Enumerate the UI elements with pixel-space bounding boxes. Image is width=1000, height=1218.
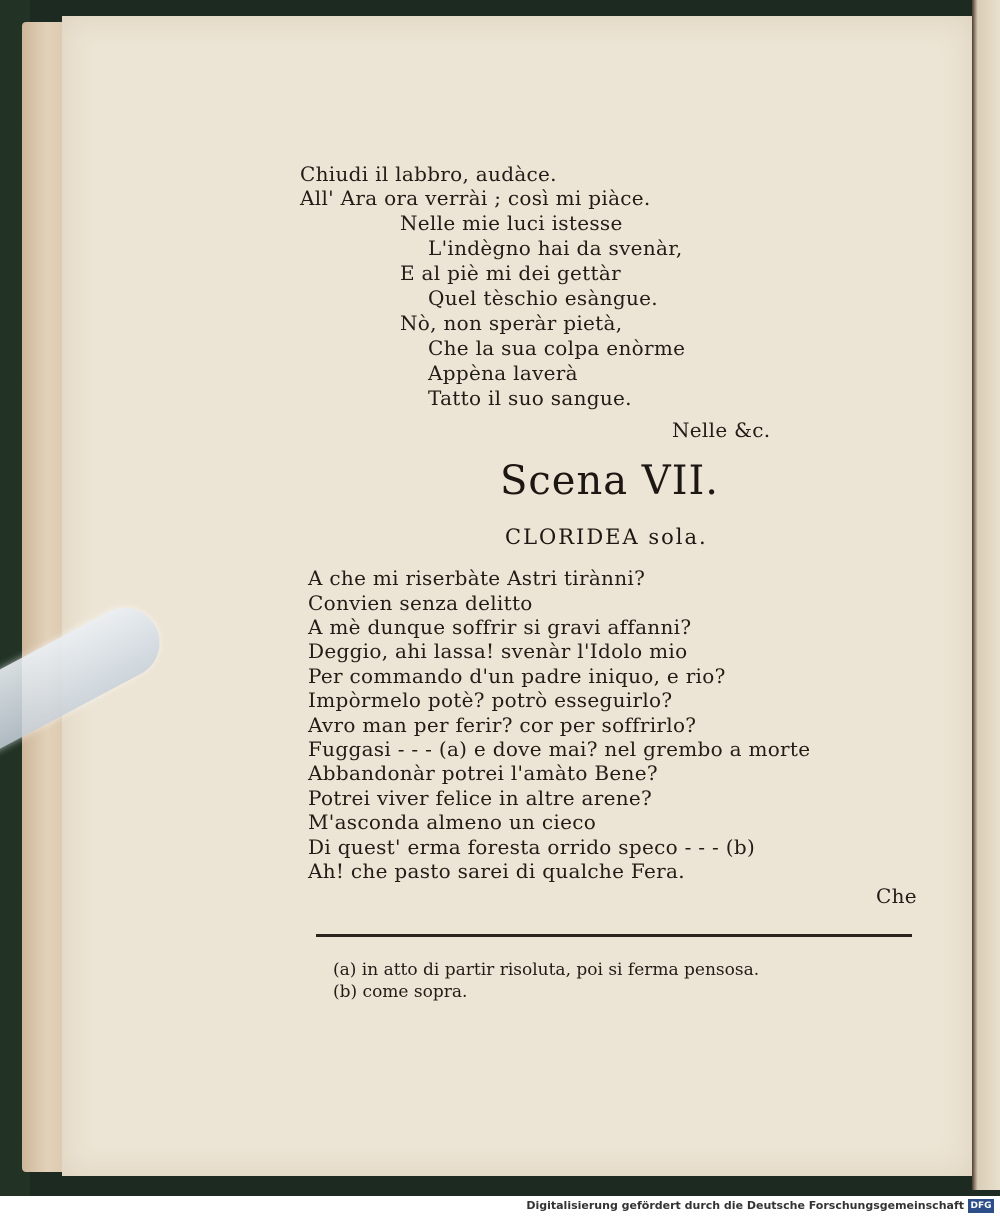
verse-line: Nò, non speràr pietà, — [400, 311, 623, 335]
monologue-line: M'asconda almeno un cieco — [308, 810, 597, 834]
page-gutter — [972, 0, 1000, 1190]
scene-heading: Scena VII. — [500, 458, 720, 504]
dfg-logo: DFG — [968, 1199, 994, 1213]
verse-line: All' Ara ora verrài ; così mi piàce. — [300, 186, 651, 210]
monologue-line: Avro man per ferir? cor per soffrirlo? — [308, 713, 697, 737]
monologue-line: A mè dunque soffrir si gravi affanni? — [308, 615, 692, 639]
verse-line: Che la sua colpa enòrme — [428, 336, 686, 360]
verse-line: Chiudi il labbro, audàce. — [300, 162, 557, 186]
monologue-line: Per commando d'un padre iniquo, e rio? — [308, 664, 726, 688]
monologue-line: Ah! che pasto sarei di qualche Fera. — [308, 859, 685, 883]
catchword: Che — [876, 884, 917, 908]
verse-line: Tatto il suo sangue. — [428, 386, 632, 410]
monologue-line: Potrei viver felice in altre arene? — [308, 786, 653, 810]
footnote-rule — [316, 934, 912, 937]
footnote-line: (a) in atto di partir risoluta, poi si ferma pensosa. — [333, 960, 760, 980]
monologue-line: Convien senza delitto — [308, 591, 533, 615]
monologue-line: Impòrmelo potè? potrò esseguirlo? — [308, 688, 673, 712]
verse-line: Nelle &c. — [672, 418, 771, 442]
monologue-line: Fuggasi - - - (a) e dove mai? nel grembo a morte — [308, 737, 811, 761]
verse-line: Quel tèschio esàngue. — [428, 286, 658, 310]
verse-line: Nelle mie luci istesse — [400, 211, 623, 235]
monologue-line: Di quest' erma foresta orrido speco - - - (b) — [308, 835, 756, 859]
monologue-line: Abbandonàr potrei l'amàto Bene? — [308, 761, 658, 785]
scene-subheading: CLORIDEA sola. — [505, 525, 708, 549]
verse-line: L'indègno hai da svenàr, — [428, 236, 683, 260]
footer-credit: Digitalisierung gefördert durch die Deutsche Forschungsgemeinschaft — [526, 1199, 964, 1212]
monologue-line: Deggio, ahi lassa! svenàr l'Idolo mio — [308, 639, 688, 663]
verse-line: Appèna laverà — [428, 361, 578, 385]
monologue-line: A che mi riserbàte Astri tirànni? — [308, 566, 646, 590]
footnote-line: (b) come sopra. — [333, 982, 468, 1002]
verse-line: E al piè mi dei gettàr — [400, 261, 621, 285]
